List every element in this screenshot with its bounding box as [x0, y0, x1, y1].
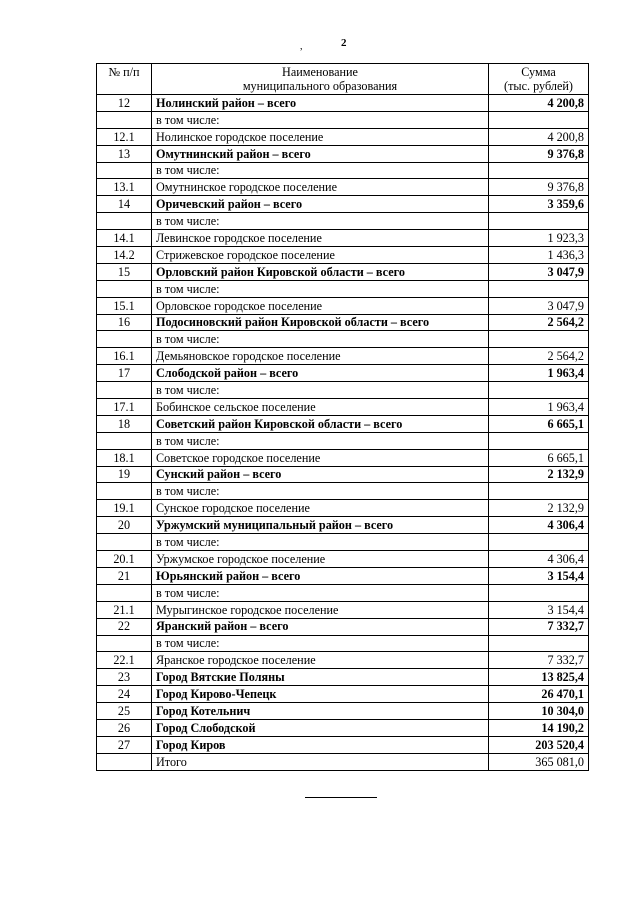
row-number: 18.1	[97, 449, 152, 466]
table-row	[97, 449, 589, 466]
row-number: 16.1	[97, 348, 152, 365]
row-name: Советский район Кировской области – всего	[152, 415, 489, 432]
table-row	[97, 382, 589, 399]
row-sum: 1 963,4	[489, 399, 589, 416]
header-sum: Сумма (тыс. рублей)	[489, 64, 589, 95]
row-number: 12	[97, 95, 152, 112]
row-name: в том числе:	[152, 584, 489, 601]
row-number	[97, 280, 152, 297]
row-name: Яранское городское поселение	[152, 652, 489, 669]
table-row	[97, 297, 589, 314]
table-row	[97, 719, 589, 736]
table-row	[97, 534, 589, 551]
row-name: Город Киров	[152, 736, 489, 753]
row-name: Город Кирово-Чепецк	[152, 686, 489, 703]
row-name: Город Котельнич	[152, 703, 489, 720]
row-sum	[489, 635, 589, 652]
row-number: 25	[97, 703, 152, 720]
row-number: 27	[97, 736, 152, 753]
row-name: в том числе:	[152, 331, 489, 348]
page-number: 2	[341, 37, 347, 49]
table-row	[97, 652, 589, 669]
row-number: 15	[97, 263, 152, 280]
table-row	[97, 213, 589, 230]
row-name: в том числе:	[152, 483, 489, 500]
row-sum: 1 436,3	[489, 247, 589, 264]
table-row	[97, 95, 589, 112]
row-number: 22.1	[97, 652, 152, 669]
row-number: 20	[97, 517, 152, 534]
table-row	[97, 500, 589, 517]
row-name: в том числе:	[152, 280, 489, 297]
row-name: Слободской район – всего	[152, 365, 489, 382]
row-number: 22	[97, 618, 152, 635]
row-sum: 1 963,4	[489, 365, 589, 382]
row-number	[97, 635, 152, 652]
row-name: Левинское городское поселение	[152, 230, 489, 247]
row-number: 23	[97, 669, 152, 686]
row-number	[97, 584, 152, 601]
table-row	[97, 230, 589, 247]
row-sum: 7 332,7	[489, 652, 589, 669]
row-sum	[489, 584, 589, 601]
table-row	[97, 128, 589, 145]
table-row	[97, 348, 589, 365]
row-name: Оричевский район – всего	[152, 196, 489, 213]
row-sum: 10 304,0	[489, 703, 589, 720]
row-name: Итого	[152, 753, 489, 770]
row-number: 21	[97, 567, 152, 584]
table-row	[97, 618, 589, 635]
header-name: Наименование муниципального образования	[152, 64, 489, 95]
table-row	[97, 263, 589, 280]
row-sum	[489, 483, 589, 500]
table-row	[97, 753, 589, 770]
table-row	[97, 551, 589, 568]
table-row	[97, 196, 589, 213]
row-sum	[489, 382, 589, 399]
row-number	[97, 483, 152, 500]
row-name: Подосиновский район Кировской области – всего	[152, 314, 489, 331]
row-name: в том числе:	[152, 534, 489, 551]
row-sum: 4 306,4	[489, 551, 589, 568]
row-name: в том числе:	[152, 432, 489, 449]
row-sum	[489, 534, 589, 551]
row-name: Демьяновское городское поселение	[152, 348, 489, 365]
header-num: № п/п	[97, 64, 152, 95]
row-name: Город Вятские Поляны	[152, 669, 489, 686]
row-sum: 9 376,8	[489, 145, 589, 162]
row-number: 18	[97, 415, 152, 432]
row-number	[97, 534, 152, 551]
row-sum: 3 047,9	[489, 297, 589, 314]
row-sum: 3 047,9	[489, 263, 589, 280]
row-sum: 14 190,2	[489, 719, 589, 736]
budget-table	[96, 63, 589, 771]
row-sum: 4 306,4	[489, 517, 589, 534]
row-name: Стрижевское городское поселение	[152, 247, 489, 264]
row-name: в том числе:	[152, 382, 489, 399]
row-name: Нолинское городское поселение	[152, 128, 489, 145]
table-row	[97, 669, 589, 686]
row-sum: 6 665,1	[489, 449, 589, 466]
table-row	[97, 601, 589, 618]
table-row	[97, 280, 589, 297]
row-name: Уржумский муниципальный район – всего	[152, 517, 489, 534]
table-row	[97, 162, 589, 179]
table-row	[97, 635, 589, 652]
row-name: Советское городское поселение	[152, 449, 489, 466]
row-sum	[489, 280, 589, 297]
table-row	[97, 686, 589, 703]
row-name: Бобинское сельское поселение	[152, 399, 489, 416]
row-number	[97, 331, 152, 348]
row-sum: 365 081,0	[489, 753, 589, 770]
row-sum: 26 470,1	[489, 686, 589, 703]
row-name: Город Слободской	[152, 719, 489, 736]
row-name: Орловское городское поселение	[152, 297, 489, 314]
row-sum: 1 923,3	[489, 230, 589, 247]
table-row	[97, 331, 589, 348]
row-number: 19	[97, 466, 152, 483]
table-row	[97, 365, 589, 382]
row-number: 17	[97, 365, 152, 382]
row-sum: 4 200,8	[489, 95, 589, 112]
table-row	[97, 145, 589, 162]
row-number: 13	[97, 145, 152, 162]
row-sum: 4 200,8	[489, 128, 589, 145]
row-number	[97, 753, 152, 770]
table-header-row	[97, 64, 589, 95]
row-number: 14.2	[97, 247, 152, 264]
closing-rule	[305, 797, 377, 798]
row-number: 15.1	[97, 297, 152, 314]
row-sum: 2 132,9	[489, 500, 589, 517]
row-number: 16	[97, 314, 152, 331]
table-row	[97, 517, 589, 534]
row-number: 13.1	[97, 179, 152, 196]
row-name: Юрьянский район – всего	[152, 567, 489, 584]
row-number: 14.1	[97, 230, 152, 247]
stray-mark: ,	[300, 41, 303, 52]
row-name: в том числе:	[152, 635, 489, 652]
table-row	[97, 314, 589, 331]
row-number: 20.1	[97, 551, 152, 568]
row-number	[97, 382, 152, 399]
row-sum	[489, 162, 589, 179]
row-name: Омутнинский район – всего	[152, 145, 489, 162]
table-row	[97, 703, 589, 720]
row-name: Сунский район – всего	[152, 466, 489, 483]
row-name: Сунское городское поселение	[152, 500, 489, 517]
row-name: Омутнинское городское поселение	[152, 179, 489, 196]
row-sum: 13 825,4	[489, 669, 589, 686]
row-sum: 3 154,4	[489, 567, 589, 584]
row-name: Мурыгинское городское поселение	[152, 601, 489, 618]
row-name: Уржумское городское поселение	[152, 551, 489, 568]
row-name: в том числе:	[152, 111, 489, 128]
row-sum: 203 520,4	[489, 736, 589, 753]
row-sum	[489, 213, 589, 230]
table-row	[97, 179, 589, 196]
row-sum	[489, 331, 589, 348]
row-sum: 3 359,6	[489, 196, 589, 213]
row-number	[97, 213, 152, 230]
row-number	[97, 432, 152, 449]
row-sum: 7 332,7	[489, 618, 589, 635]
table-body	[97, 95, 589, 771]
table-row	[97, 415, 589, 432]
row-name: в том числе:	[152, 213, 489, 230]
row-number	[97, 162, 152, 179]
row-sum	[489, 111, 589, 128]
table-row	[97, 399, 589, 416]
row-sum	[489, 432, 589, 449]
row-number: 14	[97, 196, 152, 213]
row-number	[97, 111, 152, 128]
row-number: 24	[97, 686, 152, 703]
row-sum: 6 665,1	[489, 415, 589, 432]
row-sum: 9 376,8	[489, 179, 589, 196]
table-row	[97, 466, 589, 483]
row-number: 26	[97, 719, 152, 736]
row-name: Орловский район Кировской области – всего	[152, 263, 489, 280]
table-row	[97, 736, 589, 753]
row-number: 17.1	[97, 399, 152, 416]
row-name: в том числе:	[152, 162, 489, 179]
table-row	[97, 483, 589, 500]
table-row	[97, 567, 589, 584]
row-number: 19.1	[97, 500, 152, 517]
row-name: Яранский район – всего	[152, 618, 489, 635]
row-sum: 2 564,2	[489, 314, 589, 331]
row-sum: 2 564,2	[489, 348, 589, 365]
row-name: Нолинский район – всего	[152, 95, 489, 112]
row-number: 12.1	[97, 128, 152, 145]
row-sum: 2 132,9	[489, 466, 589, 483]
table-row	[97, 432, 589, 449]
table-row	[97, 584, 589, 601]
table-row	[97, 247, 589, 264]
row-number: 21.1	[97, 601, 152, 618]
table-row	[97, 111, 589, 128]
row-sum: 3 154,4	[489, 601, 589, 618]
